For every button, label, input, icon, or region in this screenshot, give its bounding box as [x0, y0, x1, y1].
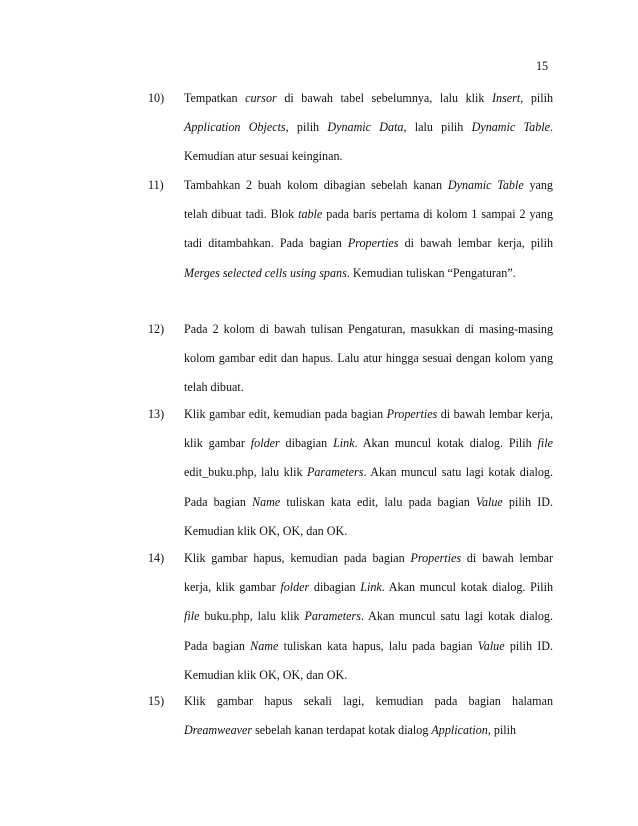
- item-number: 15): [148, 694, 165, 708]
- text-run: di bawah tabel sebelumnya, lalu klik: [276, 91, 492, 105]
- text-run: dibagian: [279, 436, 334, 451]
- text-run: sebelah kanan terdapat kotak dialog: [252, 723, 432, 738]
- italic-term: Dreamweaver: [184, 723, 253, 738]
- italic-term: Dynamic Data: [327, 120, 404, 135]
- italic-term: Link: [360, 580, 382, 595]
- text-run: pada baris pertama di kolom 1 sampai 2 yang tadi ditambahkan. Pada bagian: [184, 207, 553, 251]
- item-text: [184, 400, 553, 546]
- page-number: 15: [536, 59, 549, 73]
- list-item: [148, 315, 553, 403]
- list-item: [148, 400, 553, 546]
- item-text: [184, 315, 553, 403]
- item-number: 10): [148, 91, 165, 105]
- italic-term: Merges selected cells using spans: [184, 265, 347, 280]
- text-run: buku.php, lalu klik: [199, 609, 305, 624]
- text-run: pilih ID. Kemudian klik OK, OK, dan OK.: [184, 638, 553, 682]
- item-text: [184, 687, 553, 745]
- text-run: . Akan muncul kotak dialog. Pilih: [381, 580, 553, 595]
- list-item: [148, 544, 553, 690]
- text-run: . Kemudian tuliskan “Pengaturan”.: [346, 265, 516, 280]
- item-number: 11): [148, 178, 164, 192]
- italic-term: file: [184, 609, 200, 624]
- text-run: di bawah lembar kerja, pilih: [398, 236, 553, 251]
- text-run: di bawah lembar kerja, klik gambar: [184, 551, 553, 595]
- italic-term: folder: [280, 580, 310, 595]
- text-run: yang telah dibuat tadi. Blok: [184, 178, 553, 222]
- italic-term: Dynamic Table: [447, 178, 524, 192]
- italic-term: cursor: [245, 91, 277, 105]
- text-run: . Akan muncul kotak dialog. Pilih: [354, 436, 538, 451]
- italic-term: Insert: [492, 91, 521, 105]
- text-run: Tempatkan: [184, 91, 246, 105]
- list-item: [148, 687, 553, 745]
- item-number: 14): [148, 551, 165, 565]
- italic-term: Application: [431, 723, 488, 738]
- text-run: , pilih: [520, 91, 553, 105]
- text-run: edit_buku.php, lalu klik: [184, 465, 307, 480]
- text-run: Pada 2 kolom di bawah tulisan Pengaturan, masukkan di masing-masing kolom gambar edit dan hapus. Lalu atur hingga sesuai dengan kolom yang telah dibuat.: [184, 322, 553, 395]
- text-run: . Akan muncul satu lagi kotak dialog. Pada bagian: [184, 465, 553, 509]
- text-run: , pilih: [487, 723, 517, 738]
- item-text: [184, 84, 553, 172]
- italic-term: Link: [333, 436, 355, 451]
- italic-term: Properties: [347, 236, 399, 251]
- italic-term: folder: [250, 436, 280, 451]
- italic-term: Name: [250, 638, 279, 653]
- italic-term: Dynamic Table: [471, 120, 550, 135]
- italic-term: Name: [252, 494, 281, 509]
- text-run: . Kemudian atur sesuai keinginan.: [184, 120, 553, 164]
- text-run: Tambahkan 2 buah kolom dibagian sebelah kanan: [184, 178, 448, 192]
- italic-term: Properties: [386, 407, 438, 421]
- text-run: tuliskan kata edit, lalu pada bagian: [280, 494, 476, 509]
- italic-term: Application Objects: [184, 120, 286, 135]
- text-run: tuliskan kata hapus, lalu pada bagian: [278, 638, 478, 653]
- text-run: , lalu pilih: [403, 120, 472, 135]
- text-run: Klik gambar edit, kemudian pada bagian: [184, 407, 387, 421]
- text-run: di bawah lembar kerja, klik gambar: [184, 407, 553, 451]
- italic-term: Value: [477, 638, 505, 653]
- text-run: Klik gambar hapus sekali lagi, kemudian pada bagian halaman: [184, 694, 553, 708]
- item-text: [184, 544, 553, 690]
- italic-term: file: [537, 436, 553, 451]
- item-number: 13): [148, 407, 165, 421]
- item-number: 12): [148, 322, 165, 336]
- italic-term: Parameters: [304, 609, 361, 624]
- text-run: Klik gambar hapus, kemudian pada bagian: [184, 551, 411, 565]
- italic-term: Parameters: [307, 465, 364, 480]
- list-item: [148, 171, 553, 288]
- list-item: [148, 84, 553, 172]
- text-run: pilih ID. Kemudian klik OK, OK, dan OK.: [184, 494, 553, 538]
- text-run: . Akan muncul satu lagi kotak dialog. Pada bagian: [184, 609, 553, 653]
- text-run: , pilih: [285, 120, 328, 135]
- italic-term: Value: [475, 494, 503, 509]
- italic-term: Properties: [410, 551, 462, 565]
- italic-term: table: [298, 207, 323, 222]
- text-run: dibagian: [309, 580, 361, 595]
- item-text: [184, 171, 553, 288]
